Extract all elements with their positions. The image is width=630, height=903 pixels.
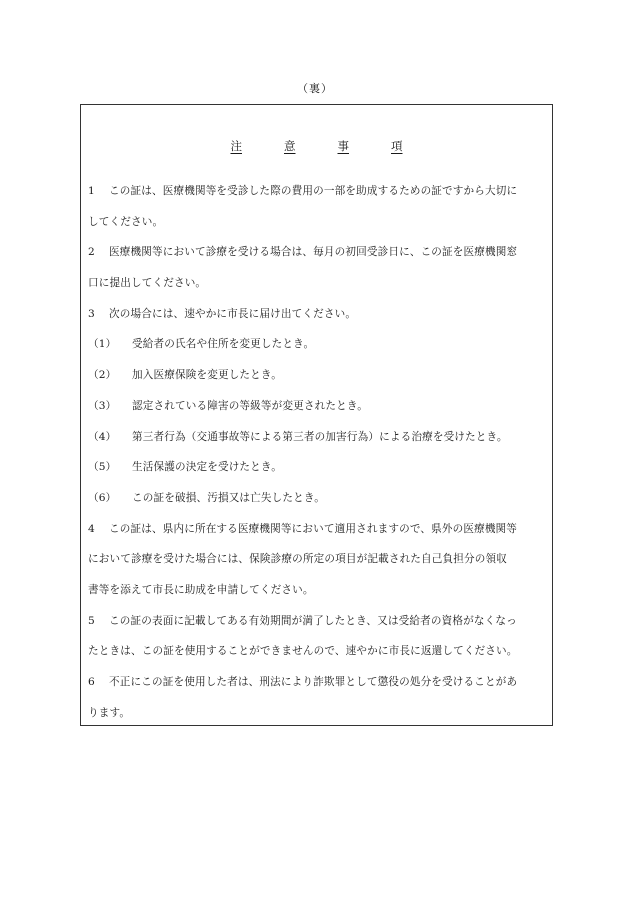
notice-item-3-line-1 [88,299,548,330]
subitem-number: （3） [88,399,117,412]
notice-item-4-line-2 [88,544,548,575]
notice-item-1-line-2 [88,207,548,238]
notice-subitem [88,391,548,422]
notice-item-4-line-3 [88,575,548,606]
notice-items [88,176,548,728]
title-char: 事 [337,139,349,153]
subitem-text: 加入医療保険を変更したとき。 [132,369,282,382]
item-text: 書等を添えて市長に助成を申請してください。 [88,583,314,596]
title-char: 項 [391,139,403,153]
subitem-text: 生活保護の決定を受けたとき。 [132,461,282,474]
item-text: 口に提出してください。 [88,277,207,290]
item-number: 1 [88,185,95,197]
item-text: たときは、この証を使用することができませんので、速やかに市長に返還してください。 [88,645,518,658]
subitem-text: 受給者の氏名や住所を変更したとき。 [132,338,315,351]
notice-item-5-line-2 [88,636,548,667]
notice-subitem [88,329,548,360]
notice-item-6-line-1 [88,667,548,698]
item-number: 5 [88,614,95,627]
title-char: 意 [284,139,296,153]
notice-item-5-line-1 [88,606,548,637]
item-text: この証は、医療機関等を受診した際の費用の一部を助成するための証ですから大切に [109,185,518,197]
subitem-number: （5） [88,461,117,474]
item-text: この証の表面に記載してある有効期間が満了したとき、又は受給者の資格がなくなっ [109,614,517,627]
notice-title-text [210,138,424,154]
item-text: この証は、県内に所在する医療機関等において適用されますので、県外の医療機関等 [109,522,518,535]
item-text: 医療機関等において診療を受ける場合は、毎月の初回受診日に、この証を医療機関窓 [109,246,518,259]
item-number: 6 [88,676,95,688]
notice-subitem [88,483,548,514]
title-char: 注 [230,139,242,153]
subitem-text: この証を破損、汚損又は亡失したとき。 [132,491,325,504]
subitem-number: （4） [88,430,117,443]
item-number: 4 [88,522,95,535]
notice-title [81,138,552,154]
notice-box [80,104,553,726]
notice-item-6-line-2 [88,698,548,729]
notice-subitem [88,452,548,483]
item-number: 3 [88,307,95,320]
item-text: 次の場合には、速やかに市長に届け出てください。 [109,307,357,320]
notice-item-2-line-2 [88,268,548,299]
item-text: において診療を受けた場合には、保険診療の所定の項目が記載された自己負担分の領収 [88,553,508,566]
item-text: ります。 [88,706,131,719]
notice-item-4-line-1 [88,514,548,545]
subitem-number: （2） [88,369,117,382]
subitem-text: 第三者行為（交通事故等による第三者の加害行為）による治療を受けたとき。 [132,430,508,443]
notice-item-1-line-1 [88,176,548,207]
subitem-text: 認定されている障害の等級等が変更されたとき。 [132,399,368,412]
notice-item-2-line-1 [88,237,548,268]
page-side-label: （裏） [297,82,333,95]
subitem-number: （6） [88,491,117,504]
item-text: してください。 [88,215,164,228]
item-number: 2 [88,246,95,259]
item-text: 不正にこの証を使用した者は、刑法により詐欺罪として懲役の処分を受けることがあ [109,676,518,688]
notice-subitem [88,360,548,391]
subitem-number: （1） [88,338,117,351]
notice-subitem [88,422,548,453]
